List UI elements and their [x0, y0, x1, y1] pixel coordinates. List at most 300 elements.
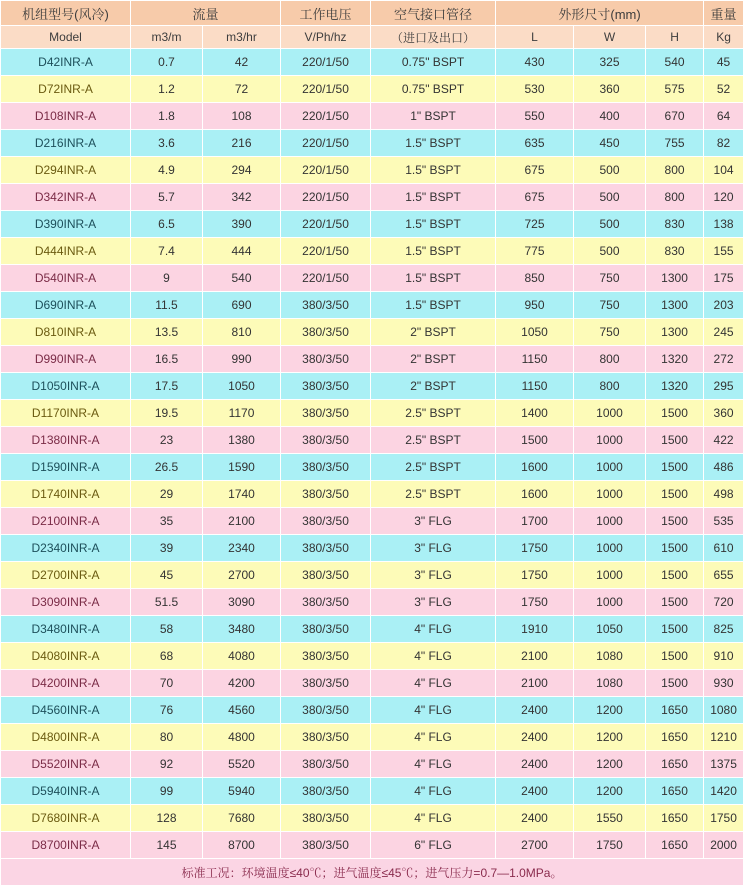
cell-model: D690INR-A: [1, 292, 131, 319]
cell-dim-width: 1200: [574, 778, 646, 805]
header-flow-group: 流量: [131, 1, 281, 26]
header-dimension-group: 外形尺寸(mm): [496, 1, 704, 26]
cell-flow-m3hr: 2700: [203, 562, 281, 589]
cell-dim-height: 1500: [646, 562, 704, 589]
cell-port-size: 4" FLG: [371, 751, 496, 778]
table-row: [1, 562, 743, 589]
cell-dim-width: 500: [574, 211, 646, 238]
cell-model: D216INR-A: [1, 130, 131, 157]
table-row: [1, 265, 743, 292]
cell-dim-length: 2100: [496, 643, 574, 670]
cell-dim-height: 1300: [646, 292, 704, 319]
cell-dim-length: 1750: [496, 589, 574, 616]
table-row: [1, 535, 743, 562]
cell-flow-m3hr: 5520: [203, 751, 281, 778]
cell-port-size: 1.5" BSPT: [371, 130, 496, 157]
cell-weight: 535: [704, 508, 743, 535]
cell-model: D810INR-A: [1, 319, 131, 346]
cell-dim-length: 2400: [496, 697, 574, 724]
table-row: [1, 319, 743, 346]
header-weight-group: 重量: [704, 1, 743, 26]
cell-dim-height: 1650: [646, 724, 704, 751]
cell-weight: 655: [704, 562, 743, 589]
cell-flow-m3hr: 5940: [203, 778, 281, 805]
cell-dim-width: 1080: [574, 670, 646, 697]
cell-dim-height: 1500: [646, 400, 704, 427]
cell-port-size: 2" BSPT: [371, 373, 496, 400]
cell-model: D4200INR-A: [1, 670, 131, 697]
cell-flow-m3m: 1.2: [131, 76, 203, 103]
cell-dim-length: 775: [496, 238, 574, 265]
header-dim-width: W: [574, 26, 646, 49]
cell-flow-m3hr: 72: [203, 76, 281, 103]
cell-dim-height: 1650: [646, 832, 704, 859]
cell-dim-length: 1150: [496, 373, 574, 400]
cell-flow-m3hr: 690: [203, 292, 281, 319]
cell-flow-m3hr: 216: [203, 130, 281, 157]
table-row: [1, 805, 743, 832]
table-row: [1, 427, 743, 454]
cell-dim-length: 550: [496, 103, 574, 130]
cell-dim-length: 725: [496, 211, 574, 238]
cell-dim-width: 360: [574, 76, 646, 103]
cell-dim-height: 830: [646, 238, 704, 265]
cell-dim-length: 1600: [496, 454, 574, 481]
table-row: [1, 832, 743, 859]
table-row: [1, 184, 743, 211]
cell-dim-height: 1500: [646, 643, 704, 670]
cell-weight: 1080: [704, 697, 743, 724]
cell-model: D5940INR-A: [1, 778, 131, 805]
cell-model: D540INR-A: [1, 265, 131, 292]
cell-flow-m3m: 17.5: [131, 373, 203, 400]
table-row: [1, 49, 743, 76]
cell-model: D8700INR-A: [1, 832, 131, 859]
cell-dim-length: 1400: [496, 400, 574, 427]
table-row: [1, 670, 743, 697]
cell-voltage: 220/1/50: [281, 49, 371, 76]
cell-dim-height: 800: [646, 184, 704, 211]
table-row: [1, 211, 743, 238]
cell-flow-m3hr: 2100: [203, 508, 281, 535]
cell-flow-m3m: 145: [131, 832, 203, 859]
cell-flow-m3m: 68: [131, 643, 203, 670]
cell-weight: 104: [704, 157, 743, 184]
cell-port-size: 4" FLG: [371, 670, 496, 697]
cell-dim-width: 1000: [574, 562, 646, 589]
cell-weight: 1210: [704, 724, 743, 751]
cell-flow-m3hr: 4080: [203, 643, 281, 670]
cell-port-size: 1.5" BSPT: [371, 265, 496, 292]
cell-dim-width: 450: [574, 130, 646, 157]
cell-dim-height: 1500: [646, 670, 704, 697]
cell-flow-m3m: 4.9: [131, 157, 203, 184]
table-row: [1, 481, 743, 508]
cell-dim-width: 1550: [574, 805, 646, 832]
header-port: （进口及出口）: [371, 26, 496, 49]
cell-dim-width: 1000: [574, 481, 646, 508]
cell-dim-width: 500: [574, 238, 646, 265]
cell-dim-width: 1200: [574, 697, 646, 724]
cell-voltage: 220/1/50: [281, 238, 371, 265]
cell-flow-m3m: 35: [131, 508, 203, 535]
cell-dim-length: 2700: [496, 832, 574, 859]
cell-dim-height: 1650: [646, 751, 704, 778]
cell-port-size: 3" FLG: [371, 508, 496, 535]
cell-flow-m3m: 13.5: [131, 319, 203, 346]
cell-flow-m3hr: 8700: [203, 832, 281, 859]
cell-dim-height: 1500: [646, 616, 704, 643]
cell-dim-height: 1300: [646, 319, 704, 346]
cell-voltage: 380/3/50: [281, 454, 371, 481]
cell-flow-m3m: 9: [131, 265, 203, 292]
cell-flow-m3hr: 3090: [203, 589, 281, 616]
cell-dim-length: 1750: [496, 535, 574, 562]
cell-dim-width: 800: [574, 373, 646, 400]
header-weight: Kg: [704, 26, 743, 49]
cell-dim-length: 675: [496, 184, 574, 211]
cell-flow-m3hr: 1170: [203, 400, 281, 427]
cell-dim-length: 2400: [496, 778, 574, 805]
cell-flow-m3m: 1.8: [131, 103, 203, 130]
cell-weight: 64: [704, 103, 743, 130]
cell-voltage: 380/3/50: [281, 400, 371, 427]
table-row: [1, 373, 743, 400]
cell-weight: 910: [704, 643, 743, 670]
cell-model: D444INR-A: [1, 238, 131, 265]
cell-dim-width: 1200: [574, 724, 646, 751]
header-row-primary: [1, 1, 743, 26]
cell-dim-height: 800: [646, 157, 704, 184]
cell-dim-height: 1650: [646, 697, 704, 724]
cell-weight: 498: [704, 481, 743, 508]
cell-model: D342INR-A: [1, 184, 131, 211]
cell-dim-height: 1500: [646, 481, 704, 508]
cell-dim-length: 2400: [496, 805, 574, 832]
cell-model: D3090INR-A: [1, 589, 131, 616]
cell-flow-m3hr: 390: [203, 211, 281, 238]
cell-voltage: 220/1/50: [281, 157, 371, 184]
cell-dim-height: 1650: [646, 778, 704, 805]
table-row: [1, 643, 743, 670]
cell-voltage: 380/3/50: [281, 832, 371, 859]
cell-dim-length: 1750: [496, 562, 574, 589]
cell-flow-m3m: 11.5: [131, 292, 203, 319]
table-row: [1, 238, 743, 265]
cell-dim-height: 1500: [646, 535, 704, 562]
cell-port-size: 1" BSPT: [371, 103, 496, 130]
header-voltage-group: 工作电压: [281, 1, 371, 26]
cell-dim-width: 500: [574, 157, 646, 184]
cell-dim-width: 1080: [574, 643, 646, 670]
cell-weight: 1750: [704, 805, 743, 832]
cell-port-size: 4" FLG: [371, 616, 496, 643]
cell-dim-width: 1750: [574, 832, 646, 859]
cell-dim-length: 1150: [496, 346, 574, 373]
cell-dim-height: 1300: [646, 265, 704, 292]
cell-flow-m3m: 45: [131, 562, 203, 589]
cell-voltage: 380/3/50: [281, 670, 371, 697]
table-row: [1, 292, 743, 319]
cell-port-size: 1.5" BSPT: [371, 292, 496, 319]
header-model-group: 机组型号(风冷): [1, 1, 131, 26]
table-row: [1, 103, 743, 130]
footnote-row: [1, 859, 743, 886]
cell-weight: 720: [704, 589, 743, 616]
cell-weight: 295: [704, 373, 743, 400]
cell-model: D72INR-A: [1, 76, 131, 103]
cell-voltage: 380/3/50: [281, 427, 371, 454]
cell-flow-m3m: 70: [131, 670, 203, 697]
cell-flow-m3m: 3.6: [131, 130, 203, 157]
cell-model: D108INR-A: [1, 103, 131, 130]
cell-dim-height: 670: [646, 103, 704, 130]
cell-weight: 360: [704, 400, 743, 427]
cell-flow-m3hr: 7680: [203, 805, 281, 832]
header-row-secondary: [1, 26, 743, 49]
cell-voltage: 220/1/50: [281, 76, 371, 103]
cell-dim-width: 1200: [574, 751, 646, 778]
cell-flow-m3m: 92: [131, 751, 203, 778]
cell-flow-m3m: 5.7: [131, 184, 203, 211]
cell-weight: 272: [704, 346, 743, 373]
cell-port-size: 2.5" BSPT: [371, 427, 496, 454]
cell-flow-m3m: 80: [131, 724, 203, 751]
cell-flow-m3m: 51.5: [131, 589, 203, 616]
cell-flow-m3m: 0.7: [131, 49, 203, 76]
cell-model: D1740INR-A: [1, 481, 131, 508]
cell-dim-length: 430: [496, 49, 574, 76]
cell-voltage: 380/3/50: [281, 724, 371, 751]
cell-dim-height: 1500: [646, 589, 704, 616]
cell-port-size: 2.5" BSPT: [371, 454, 496, 481]
cell-weight: 422: [704, 427, 743, 454]
cell-model: D990INR-A: [1, 346, 131, 373]
header-model: Model: [1, 26, 131, 49]
cell-voltage: 220/1/50: [281, 103, 371, 130]
cell-dim-length: 530: [496, 76, 574, 103]
cell-voltage: 380/3/50: [281, 697, 371, 724]
cell-dim-length: 1600: [496, 481, 574, 508]
cell-voltage: 380/3/50: [281, 643, 371, 670]
cell-flow-m3hr: 990: [203, 346, 281, 373]
cell-flow-m3m: 6.5: [131, 211, 203, 238]
cell-dim-length: 2400: [496, 751, 574, 778]
header-voltage: V/Ph/hz: [281, 26, 371, 49]
cell-port-size: 1.5" BSPT: [371, 157, 496, 184]
cell-flow-m3m: 128: [131, 805, 203, 832]
cell-flow-m3m: 39: [131, 535, 203, 562]
cell-flow-m3m: 16.5: [131, 346, 203, 373]
cell-voltage: 220/1/50: [281, 130, 371, 157]
cell-flow-m3hr: 4800: [203, 724, 281, 751]
cell-weight: 155: [704, 238, 743, 265]
footnote-text: 标准工况：环境温度≤40℃；进气温度≤45℃；进气压力=0.7—1.0MPa。: [1, 859, 743, 886]
cell-weight: 45: [704, 49, 743, 76]
cell-port-size: 4" FLG: [371, 697, 496, 724]
cell-weight: 82: [704, 130, 743, 157]
cell-flow-m3hr: 4200: [203, 670, 281, 697]
table-row: [1, 346, 743, 373]
cell-flow-m3hr: 540: [203, 265, 281, 292]
cell-dim-height: 755: [646, 130, 704, 157]
cell-port-size: 0.75" BSPT: [371, 76, 496, 103]
cell-voltage: 380/3/50: [281, 751, 371, 778]
cell-flow-m3m: 99: [131, 778, 203, 805]
cell-voltage: 380/3/50: [281, 508, 371, 535]
cell-voltage: 220/1/50: [281, 211, 371, 238]
cell-port-size: 2" BSPT: [371, 346, 496, 373]
cell-port-size: 4" FLG: [371, 805, 496, 832]
cell-model: D4800INR-A: [1, 724, 131, 751]
cell-weight: 486: [704, 454, 743, 481]
cell-flow-m3m: 23: [131, 427, 203, 454]
cell-dim-length: 850: [496, 265, 574, 292]
cell-dim-length: 675: [496, 157, 574, 184]
cell-flow-m3hr: 108: [203, 103, 281, 130]
cell-dim-height: 1500: [646, 427, 704, 454]
cell-dim-width: 325: [574, 49, 646, 76]
table-row: [1, 589, 743, 616]
cell-voltage: 220/1/50: [281, 265, 371, 292]
header-flow-m3hr: m3/hr: [203, 26, 281, 49]
cell-port-size: 2.5" BSPT: [371, 481, 496, 508]
cell-voltage: 380/3/50: [281, 481, 371, 508]
cell-flow-m3hr: 810: [203, 319, 281, 346]
cell-flow-m3m: 76: [131, 697, 203, 724]
table-row: [1, 157, 743, 184]
cell-dim-height: 1320: [646, 373, 704, 400]
table-row: [1, 697, 743, 724]
header-port-group: 空气接口管径: [371, 1, 496, 26]
cell-port-size: 2.5" BSPT: [371, 400, 496, 427]
cell-flow-m3hr: 1740: [203, 481, 281, 508]
cell-flow-m3hr: 1380: [203, 427, 281, 454]
cell-flow-m3hr: 3480: [203, 616, 281, 643]
cell-model: D1050INR-A: [1, 373, 131, 400]
cell-flow-m3m: 58: [131, 616, 203, 643]
cell-flow-m3hr: 4560: [203, 697, 281, 724]
cell-model: D390INR-A: [1, 211, 131, 238]
cell-port-size: 1.5" BSPT: [371, 238, 496, 265]
header-flow-m3m: m3/m: [131, 26, 203, 49]
cell-dim-height: 1500: [646, 508, 704, 535]
cell-port-size: 3" FLG: [371, 589, 496, 616]
table-row: [1, 751, 743, 778]
cell-port-size: 4" FLG: [371, 724, 496, 751]
cell-port-size: 2" BSPT: [371, 319, 496, 346]
cell-model: D42INR-A: [1, 49, 131, 76]
cell-voltage: 380/3/50: [281, 373, 371, 400]
cell-voltage: 380/3/50: [281, 562, 371, 589]
cell-flow-m3hr: 1590: [203, 454, 281, 481]
cell-dim-height: 1320: [646, 346, 704, 373]
cell-dim-length: 1050: [496, 319, 574, 346]
cell-flow-m3m: 26.5: [131, 454, 203, 481]
cell-dim-width: 1000: [574, 589, 646, 616]
cell-dim-width: 1000: [574, 427, 646, 454]
cell-port-size: 0.75" BSPT: [371, 49, 496, 76]
cell-weight: 52: [704, 76, 743, 103]
cell-dim-width: 750: [574, 319, 646, 346]
cell-weight: 1375: [704, 751, 743, 778]
table-row: [1, 724, 743, 751]
cell-flow-m3hr: 1050: [203, 373, 281, 400]
cell-weight: 138: [704, 211, 743, 238]
table-row: [1, 76, 743, 103]
cell-voltage: 380/3/50: [281, 805, 371, 832]
cell-weight: 930: [704, 670, 743, 697]
cell-model: D3480INR-A: [1, 616, 131, 643]
cell-port-size: 3" FLG: [371, 535, 496, 562]
table-row: [1, 130, 743, 157]
cell-voltage: 380/3/50: [281, 778, 371, 805]
cell-dim-length: 1500: [496, 427, 574, 454]
cell-voltage: 380/3/50: [281, 589, 371, 616]
cell-flow-m3hr: 2340: [203, 535, 281, 562]
cell-dim-length: 950: [496, 292, 574, 319]
cell-weight: 610: [704, 535, 743, 562]
cell-dim-width: 750: [574, 265, 646, 292]
cell-flow-m3m: 19.5: [131, 400, 203, 427]
cell-model: D2340INR-A: [1, 535, 131, 562]
cell-flow-m3hr: 444: [203, 238, 281, 265]
table-row: [1, 454, 743, 481]
cell-dim-width: 400: [574, 103, 646, 130]
table-row: [1, 616, 743, 643]
table-body: [1, 49, 743, 859]
cell-voltage: 380/3/50: [281, 616, 371, 643]
cell-port-size: 3" FLG: [371, 562, 496, 589]
cell-voltage: 380/3/50: [281, 292, 371, 319]
cell-dim-height: 540: [646, 49, 704, 76]
cell-dim-width: 500: [574, 184, 646, 211]
cell-dim-length: 2400: [496, 724, 574, 751]
header-dim-length: L: [496, 26, 574, 49]
table-row: [1, 400, 743, 427]
cell-voltage: 380/3/50: [281, 535, 371, 562]
cell-model: D4560INR-A: [1, 697, 131, 724]
cell-weight: 175: [704, 265, 743, 292]
cell-dim-length: 1700: [496, 508, 574, 535]
cell-weight: 2000: [704, 832, 743, 859]
cell-dim-length: 635: [496, 130, 574, 157]
cell-voltage: 220/1/50: [281, 184, 371, 211]
cell-dim-height: 1650: [646, 805, 704, 832]
cell-port-size: 4" FLG: [371, 643, 496, 670]
table-row: [1, 508, 743, 535]
cell-model: D294INR-A: [1, 157, 131, 184]
cell-model: D5520INR-A: [1, 751, 131, 778]
cell-weight: 1420: [704, 778, 743, 805]
cell-model: D4080INR-A: [1, 643, 131, 670]
cell-dim-width: 800: [574, 346, 646, 373]
cell-port-size: 4" FLG: [371, 778, 496, 805]
cell-port-size: 6" FLG: [371, 832, 496, 859]
cell-model: D7680INR-A: [1, 805, 131, 832]
header-dim-height: H: [646, 26, 704, 49]
cell-dim-height: 575: [646, 76, 704, 103]
cell-dim-width: 1000: [574, 535, 646, 562]
cell-dim-width: 1000: [574, 400, 646, 427]
cell-flow-m3hr: 342: [203, 184, 281, 211]
cell-voltage: 380/3/50: [281, 346, 371, 373]
cell-flow-m3hr: 42: [203, 49, 281, 76]
cell-dim-height: 1500: [646, 454, 704, 481]
cell-dim-height: 830: [646, 211, 704, 238]
table-row: [1, 778, 743, 805]
cell-dim-width: 750: [574, 292, 646, 319]
